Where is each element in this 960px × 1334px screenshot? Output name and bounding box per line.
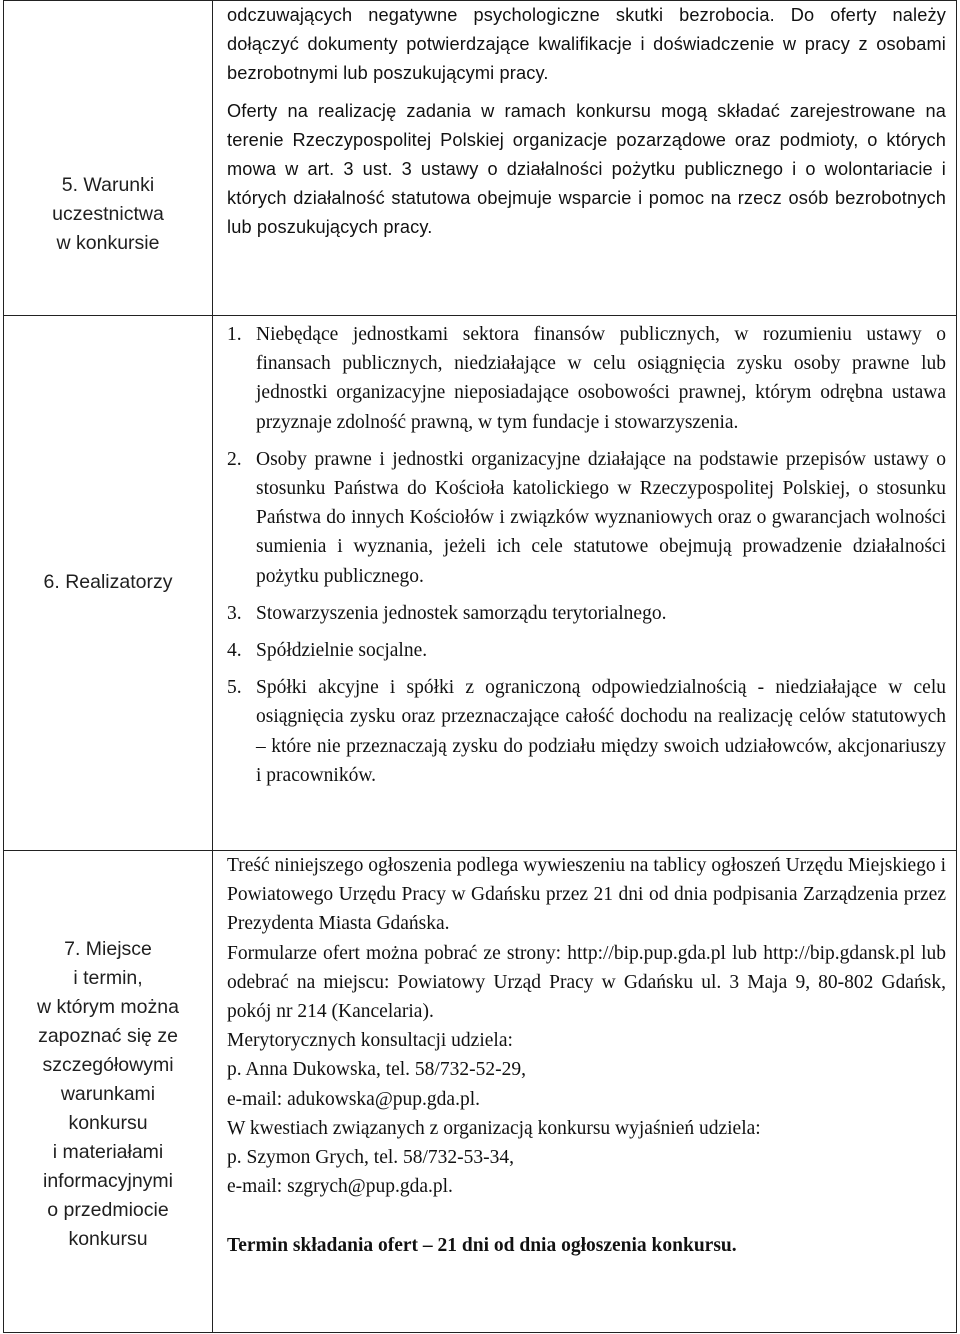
organization-intro: W kwestiach związanych z organizacją konkursu wyjaśnień udziela:	[227, 1117, 761, 1139]
section-5-content	[213, 1, 957, 316]
list-item	[227, 445, 946, 591]
list-item-text: Osoby prawne i jednostki organizacyjne działające na podstawie przepisów ustawy o stosunku Państwa do Kościoła katolickiego w Rzeczypospolitej Polskiej, o stosunku Państwa do innych Kościołów i związków wyznaniowych oraz o gwarancjach wolności sumienia i wyznania, jeżeli ich cele statutowe obejmują prowadzenie działalności pożytku publicznego.	[256, 448, 946, 587]
list-item-number: 4.	[227, 640, 242, 662]
list-item-text: Stowarzyszenia jednostek samorządu terytorialnego.	[256, 602, 667, 624]
section-6-label-text: 6. Realizatorzy	[43, 571, 173, 593]
document-table	[3, 0, 957, 1333]
list-item	[227, 599, 946, 628]
list-item-number: 2.	[227, 448, 242, 470]
realizatorzy-list	[227, 320, 946, 790]
consultation-email: e-mail: adukowska@pup.gda.pl.	[227, 1088, 480, 1110]
section-7-label-line: i termin,	[73, 967, 143, 989]
section-7-label-line: szczegółowymi	[42, 1054, 174, 1076]
section-5-label-line: uczestnictwa	[52, 203, 164, 225]
consultation-intro: Merytorycznych konsultacji udziela:	[227, 1030, 513, 1052]
list-item-number: 3.	[227, 602, 242, 624]
section-5-label-line: w konkursie	[56, 232, 160, 254]
section-7-label-line: zapoznać się ze	[38, 1025, 178, 1047]
section-6-content	[213, 316, 957, 851]
deadline-text: Termin składania ofert – 21 dni od dnia ogłoszenia konkursu.	[227, 1235, 737, 1257]
list-item	[227, 673, 946, 790]
section-7-row	[4, 851, 957, 1333]
section-6-label	[4, 316, 213, 851]
section-7-label-line: warunkami	[60, 1083, 156, 1105]
list-item-text: Niebędące jednostkami sektora finansów publicznych, w rozumieniu ustawy o finansach publicznych, niedziałające w celu osiągnięcia zysku osoby prawne lub jednostki organizacyjne nieposiadające osobowości prawnej, którym odrębna ustawa przyznaje zdolność prawną, w tym fundacje i stowarzyszenia.	[256, 324, 946, 433]
forms-paragraph: Formularze ofert można pobrać ze strony: http://bip.pup.gda.pl lub http://bip.gdansk.pl lub odebrać na miejscu: Powiatowy Urząd Pracy w Gdańsku ul. 3 Maja 9, 80-802 Gdańsk, pokój nr 214 (Kancelaria).	[227, 942, 946, 1023]
list-item	[227, 320, 946, 437]
organization-contact: p. Szymon Grych, tel. 58/732-53-34,	[227, 1147, 515, 1169]
section-7-label-line: informacyjnymi	[42, 1170, 174, 1192]
section-7-label-line: i materiałami	[52, 1141, 164, 1163]
list-item-text: Spółki akcyjne i spółki z ograniczoną odpowiedzialnością - niedziałające w celu osiągnięcia zysku oraz przeznaczające całość dochodu na realizację celów statutowych – które nie przeznaczają zysku do podziału między swoich udziałowców, akcjonariuszy i pracowników.	[256, 677, 946, 786]
section-7-label-line: konkursu	[68, 1228, 148, 1250]
section-7-label-line: konkursu	[68, 1112, 148, 1134]
section-5-offers: Oferty na realizację zadania w ramach konkursu mogą składać zarejestrowane na terenie Rzeczypospolitej Polskiej organizacje pozarządowe oraz podmioty, o których mowa w art. 3 ust. 3 ustawy o działalności pożytku publicznego i o wolontariacie i których działalność statutowa obejmuje wsparcie i pomoc na rzecz osób bezrobotnych lub poszukujących pracy.	[227, 100, 946, 238]
list-item-number: 5.	[227, 677, 242, 699]
section-7-label-line: o przedmiocie	[47, 1199, 169, 1221]
section-7-label-line: 7. Miejsce	[64, 938, 152, 960]
list-item-number: 1.	[227, 324, 242, 345]
list-item-text: Spółdzielnie socjalne.	[256, 640, 428, 662]
section-7-label-line: w którym można	[37, 996, 179, 1018]
consultation-contact: p. Anna Dukowska, tel. 58/732-52-29,	[227, 1059, 526, 1081]
section-6-row	[4, 316, 957, 851]
notice-paragraph: Treść niniejszego ogłoszenia podlega wywieszeniu na tablicy ogłoszeń Urzędu Miejskiego i Powiatowego Urzędu Pracy w Gdańsku przez 21 dni od dnia podpisania Zarządzenia przez Prezydenta Miasta Gdańska.	[227, 855, 946, 935]
list-item	[227, 636, 946, 665]
section-5-row	[4, 1, 957, 316]
section-7-content	[213, 851, 957, 1333]
section-5-continuation: odczuwających negatywne psychologiczne skutki bezrobocia. Do oferty należy dołączyć dokumenty potwierdzające kwalifikacje i doświadczenie w pracy z osobami bezrobotnymi lub poszukującymi pracy.	[227, 5, 946, 84]
section-5-label	[4, 1, 213, 316]
section-7-label	[4, 851, 213, 1333]
section-5-label-line: 5. Warunki	[61, 174, 155, 196]
organization-email: e-mail: szgrych@pup.gda.pl.	[227, 1176, 453, 1198]
